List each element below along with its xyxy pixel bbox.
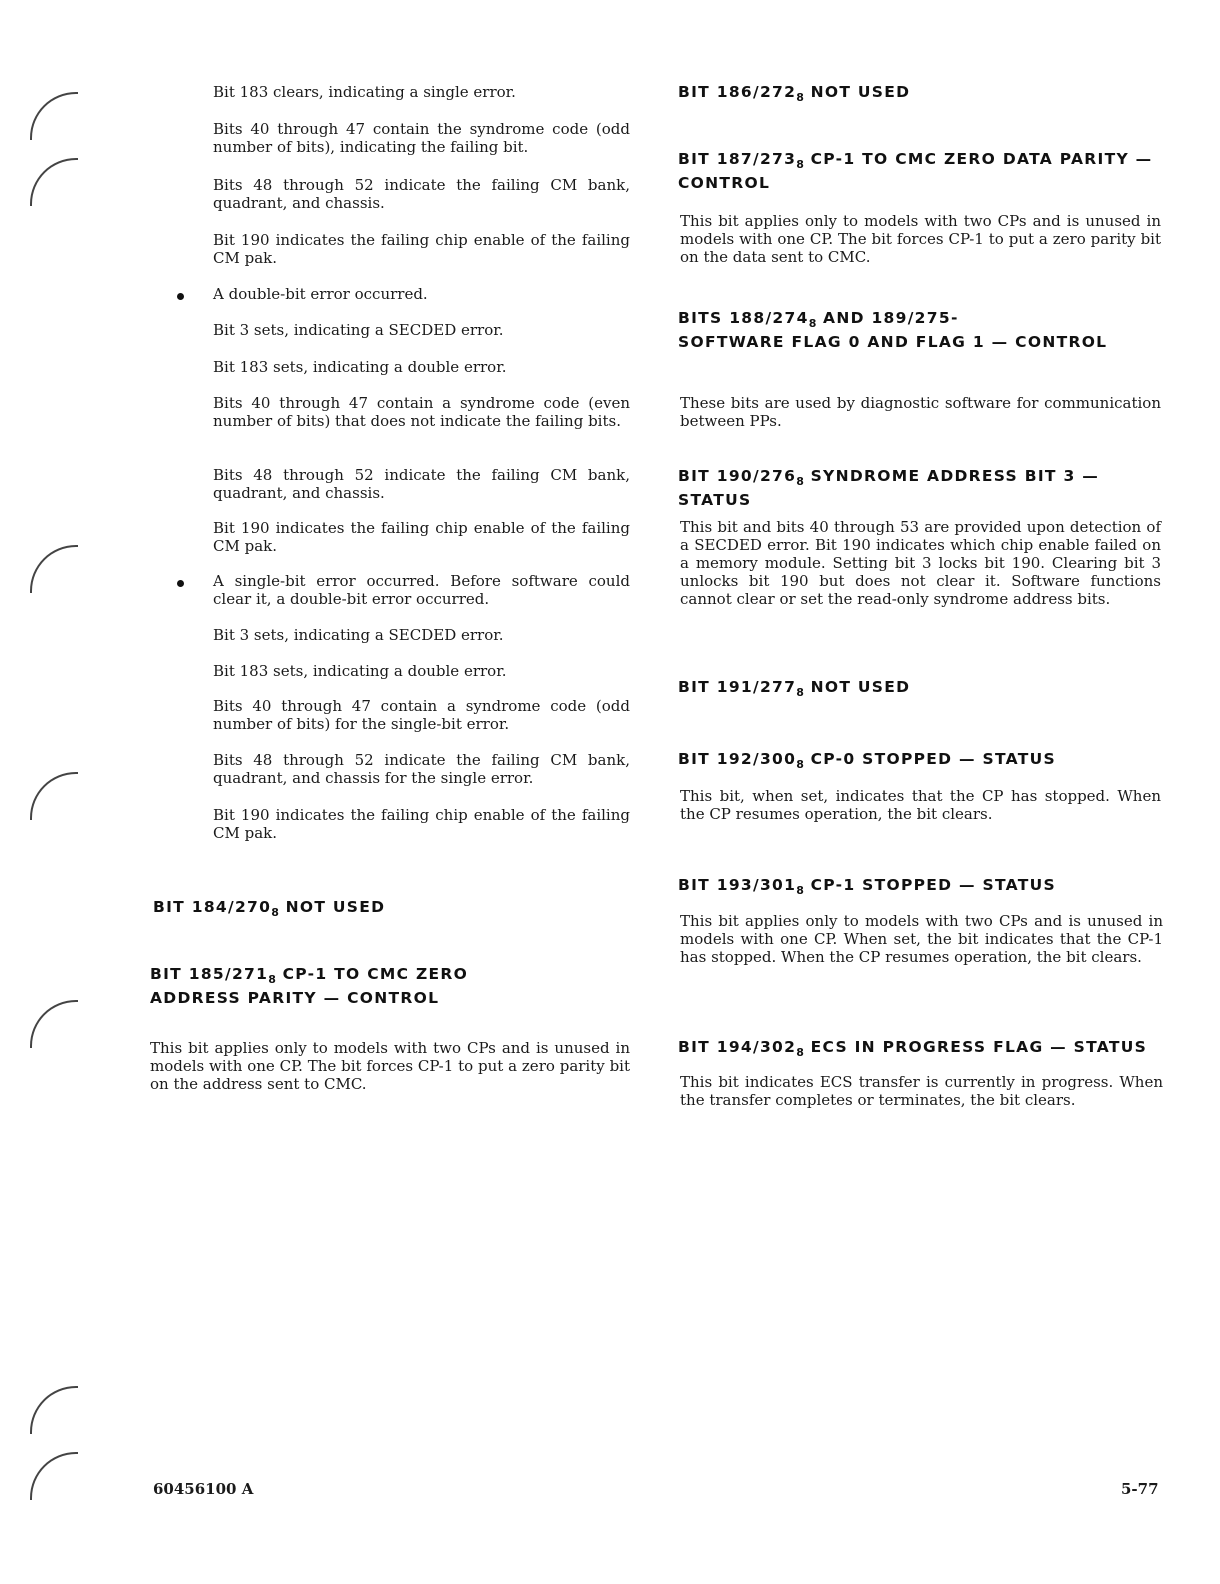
bullet-item: A single-bit error occurred. Before software could clear it, a double-bit error occurred. — [213, 572, 630, 608]
section-body: This bit, when set, indicates that the CP has stopped. When the CP resumes operation, the bit clears. — [680, 787, 1161, 823]
section-heading: BIT $193/301_8$ CP-1 STOPPED — STATUS — [678, 876, 1056, 897]
binder-hole — [30, 545, 78, 593]
document-number: 60456100 A — [153, 1480, 254, 1498]
paragraph: Bit 183 clears, indicating a single error. — [213, 83, 516, 101]
bullet-icon — [177, 580, 184, 587]
paragraph: Bit 190 indicates the failing chip enable of the failing CM pak. — [213, 806, 630, 842]
paragraph: Bits 40 through 47 contain a syndrome code (even number of bits) that does not indicate the failing bits. — [213, 394, 630, 430]
binder-hole — [30, 92, 78, 140]
section-body: This bit indicates ECS transfer is currently in progress. When the transfer completes or terminates, the bit clears. — [680, 1073, 1163, 1109]
section-body: This bit applies only to models with two CPs and is unused in models with one CP. When set, the bit indicates that the CP-1 has stopped. When the CP resumes operation, the bit clears. — [680, 912, 1163, 966]
paragraph: Bits 48 through 52 indicate the failing CM bank, quadrant, and chassis. — [213, 176, 630, 212]
section-body: These bits are used by diagnostic software for communication between PPs. — [680, 394, 1161, 430]
paragraph: Bits 40 through 47 contain a syndrome code (odd number of bits) for the single-bit error. — [213, 697, 630, 733]
paragraph: Bit 183 sets, indicating a double error. — [213, 358, 507, 376]
paragraph: Bit 183 sets, indicating a double error. — [213, 662, 507, 680]
section-body: This bit applies only to models with two CPs and is unused in models with one CP. The bit forces CP-1 to put a zero parity bit on the data sent to CMC. — [680, 212, 1161, 266]
paragraph: Bit 3 sets, indicating a SECDED error. — [213, 321, 504, 339]
paragraph: Bit 190 indicates the failing chip enable of the failing CM pak. — [213, 231, 630, 267]
section-heading: BIT $187/273_8$ CP-1 TO CMC ZERO DATA PARITY — CONTROL — [678, 150, 1153, 192]
section-heading: BITS $188/274_8$ AND 189/275- SOFTWARE FLAG 0 AND FLAG 1 — CONTROL — [678, 309, 1108, 351]
paragraph: Bits 48 through 52 indicate the failing CM bank, quadrant, and chassis. — [213, 466, 630, 502]
section-heading: BIT $190/276_8$ SYNDROME ADDRESS BIT 3 — STATUS — [678, 467, 1100, 509]
section-heading: BIT $191/277_8$ NOT USED — [678, 678, 911, 699]
paragraph: Bits 40 through 47 contain the syndrome code (odd number of bits), indicating the failing bit. — [213, 120, 630, 156]
paragraph: Bit 3 sets, indicating a SECDED error. — [213, 626, 504, 644]
binder-hole — [30, 1000, 78, 1048]
binder-hole — [30, 1452, 78, 1500]
binder-hole — [30, 772, 78, 820]
binder-hole — [30, 158, 78, 206]
binder-hole — [30, 1386, 78, 1434]
bullet-item: A double-bit error occurred. — [213, 285, 428, 303]
bullet-icon — [177, 293, 184, 300]
page-number: 5-77 — [1121, 1480, 1159, 1498]
paragraph: Bit 190 indicates the failing chip enable of the failing CM pak. — [213, 519, 630, 555]
section-body: This bit and bits 40 through 53 are provided upon detection of a SECDED error. Bit 190 indicates which chip enable failed on a memory module. Setting bit 3 locks bit 190. Clearing bit 3 unlocks bit 190 but does not clear it. Software functions cannot clear or set the read-only syndrome address bits. — [680, 518, 1161, 608]
paragraph: Bits 48 through 52 indicate the failing CM bank, quadrant, and chassis for the single error. — [213, 751, 630, 787]
section-heading: BIT $186/272_8$ NOT USED — [678, 83, 911, 104]
section-heading: BIT $192/300_8$ CP-0 STOPPED — STATUS — [678, 750, 1056, 771]
section-heading: BIT $194/302_8$ ECS IN PROGRESS FLAG — STATUS — [678, 1038, 1148, 1059]
section-body: This bit applies only to models with two CPs and is unused in models with one CP. The bit forces CP-1 to put a zero parity bit on the address sent to CMC. — [150, 1039, 630, 1093]
section-heading: BIT $185/271_8$ CP-1 TO CMC ZERO ADDRESS PARITY — CONTROL — [150, 965, 469, 1007]
section-heading: BIT $184/270_8$ NOT USED — [153, 898, 386, 919]
